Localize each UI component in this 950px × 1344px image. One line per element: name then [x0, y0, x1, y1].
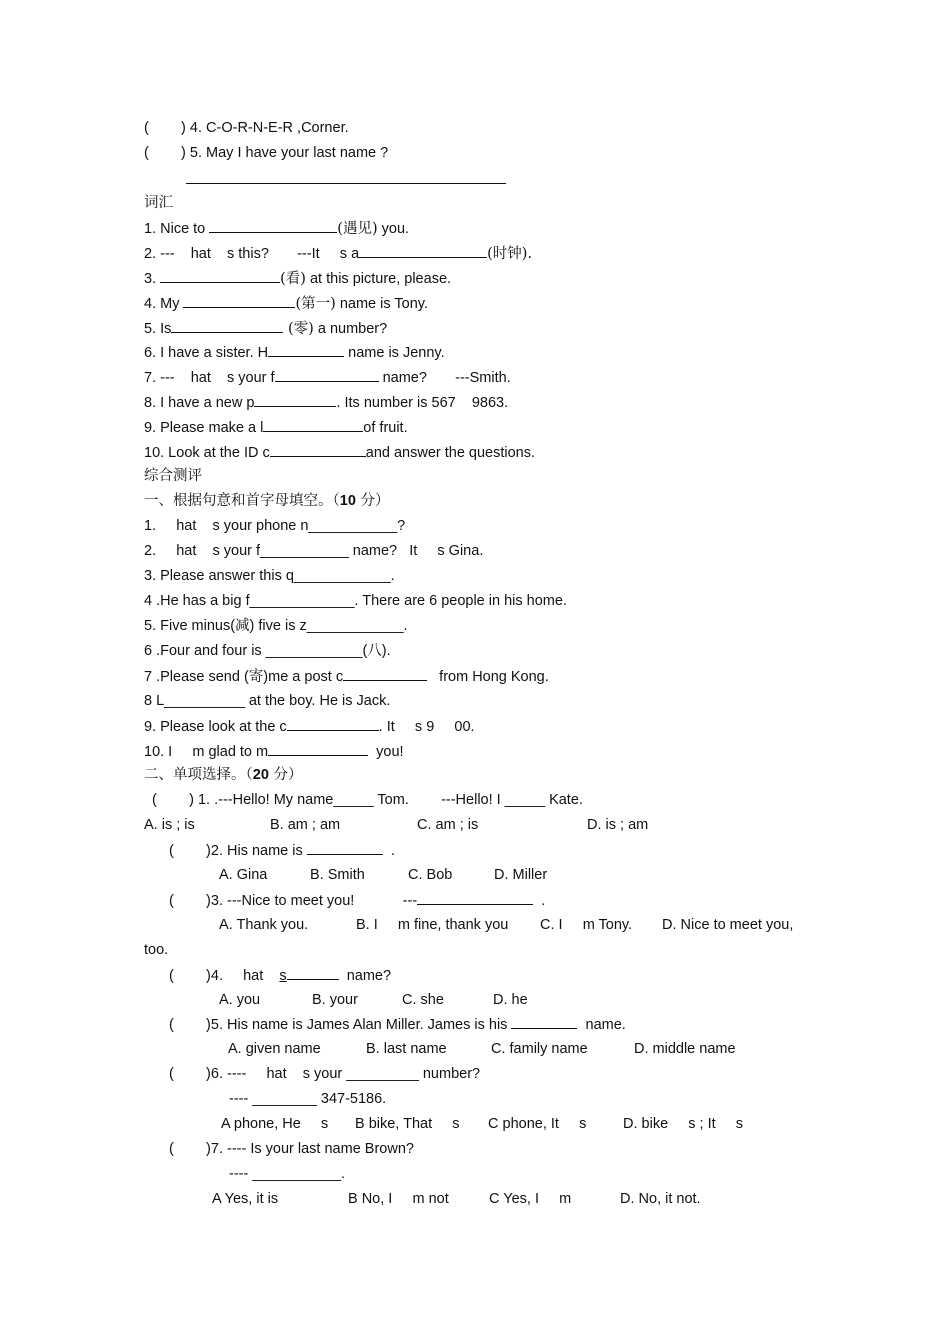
question-5: ( ) 5. May I have your last name ? [144, 145, 389, 161]
review-title: 综合测评 [144, 468, 202, 484]
mc-option-b[interactable]: B. your [312, 992, 358, 1008]
mc-question-3: ( )3. ---Nice to meet you! --- . [169, 890, 545, 911]
blank[interactable] [270, 442, 366, 457]
vocab-item-9: 9. Please make a l of fruit. [144, 417, 408, 438]
blank[interactable] [287, 965, 339, 980]
blank[interactable] [268, 741, 368, 756]
mc-question-4: ( )4. hat s name? [169, 965, 391, 986]
mc-option-d[interactable]: D. is ; am [587, 817, 649, 833]
fill-item-5: 5. Five minus(减) five is z____________. [144, 618, 408, 634]
mc-option-d[interactable]: D. Nice to meet you, [662, 917, 794, 933]
mc-option-b[interactable]: B bike, That s [355, 1116, 460, 1132]
blank[interactable] [160, 268, 280, 283]
mc-reply-7: ---- ___________. [229, 1166, 346, 1182]
blank[interactable] [359, 243, 487, 258]
fill-item-3: 3. Please answer this q____________. [144, 568, 395, 584]
mc-question-6: ( )6. ---- hat s your _________ number? [169, 1066, 481, 1082]
vocab-item-1: 1. Nice to (遇见) you. [144, 218, 409, 239]
fill-item-8: 8 L__________ at the boy. He is Jack. [144, 693, 391, 709]
vocab-item-3: 3. (看) at this picture, please. [144, 268, 451, 289]
mc-option-a[interactable]: A phone, He s [221, 1116, 329, 1132]
vocab-item-8: 8. I have a new p . Its number is 567 9863. [144, 392, 508, 413]
mc-option-b[interactable]: B. I m fine, thank you [356, 917, 509, 933]
question-4: ( ) 4. C-O-R-N-E-R ,Corner. [144, 120, 349, 136]
vocab-title: 词汇 [144, 195, 173, 211]
fill-item-10: 10. I m glad to m you! [144, 741, 404, 762]
blank[interactable] [307, 840, 383, 855]
blank[interactable] [287, 716, 379, 731]
blank[interactable] [511, 1014, 577, 1029]
mc-option-a[interactable]: A Yes, it is [212, 1191, 279, 1207]
mc-question-2: ( )2. His name is . [169, 840, 395, 861]
mc-option-d[interactable]: D. Miller [494, 867, 548, 883]
section-2-heading: 二、单项选择。（20 分） [144, 767, 303, 783]
mc-question-7: ( )7. ---- Is your last name Brown? [169, 1141, 414, 1157]
fill-item-1: 1. hat s your phone n___________? [144, 518, 406, 534]
mc-option-d[interactable]: D. he [493, 992, 528, 1008]
blank[interactable] [171, 318, 283, 333]
blank[interactable] [183, 293, 295, 308]
vocab-item-2: 2. --- hat s this? ---It s a (时钟). [144, 243, 532, 264]
fill-item-7: 7 .Please send (寄)me a post c from Hong Kong. [144, 666, 549, 687]
mc-option-d[interactable]: D. middle name [634, 1041, 736, 1057]
fill-item-4: 4 .He has a big f_____________. There are 6 people in his home. [144, 593, 567, 609]
mc-option-a[interactable]: A. given name [228, 1041, 321, 1057]
blank[interactable] [417, 890, 533, 905]
blank[interactable] [209, 218, 337, 233]
mc-option-c[interactable]: C. I m Tony. [540, 917, 633, 933]
mc-option-a[interactable]: A. you [219, 992, 261, 1008]
mc-option-c[interactable]: C. Bob [408, 867, 453, 883]
mc-option-c[interactable]: C. she [402, 992, 444, 1008]
blank[interactable] [254, 392, 336, 407]
fill-item-2: 2. hat s your f___________ name? It s Gina. [144, 543, 484, 559]
mc-option-c[interactable]: C phone, It s [488, 1116, 587, 1132]
mc-option-d[interactable]: D. No, it not. [620, 1191, 701, 1207]
mc-option-a[interactable]: A. Gina [219, 867, 268, 883]
vocab-item-4: 4. My (第一) name is Tony. [144, 293, 428, 314]
mc-option-a[interactable]: A. Thank you. [219, 917, 309, 933]
vocab-item-6: 6. I have a sister. H name is Jenny. [144, 342, 445, 363]
mc-question-5: ( )5. His name is James Alan Miller. James is his name. [169, 1014, 626, 1035]
fill-item-6: 6 .Four and four is ____________(八). [144, 643, 391, 659]
blank[interactable] [343, 666, 427, 681]
mc-option-b[interactable]: B. Smith [310, 867, 365, 883]
mc-question-1: ( ) 1. .---Hello! My name_____ Tom. ---Hello! I _____ Kate. [144, 792, 583, 808]
mc-option-d[interactable]: D. bike s ; It s [623, 1116, 744, 1132]
blank[interactable] [275, 367, 379, 382]
fill-item-9: 9. Please look at the c . It s 9 00. [144, 716, 475, 737]
mc-option-b[interactable]: B. last name [366, 1041, 447, 1057]
vocab-item-5: 5. Is (零) a number? [144, 318, 387, 339]
mc-option-a[interactable]: A. is ; is [144, 817, 195, 833]
vocab-item-7: 7. --- hat s your f name? ---Smith. [144, 367, 511, 388]
answer-line [186, 183, 506, 184]
section-1-heading: 一、根据句意和首字母填空。（10 分） [144, 493, 390, 509]
blank[interactable] [263, 417, 363, 432]
mc-option-c[interactable]: C Yes, I m [489, 1191, 572, 1207]
mc-option-d-wrap: too. [144, 942, 169, 958]
mc-option-b[interactable]: B No, I m not [348, 1191, 449, 1207]
mc-option-c[interactable]: C. family name [491, 1041, 588, 1057]
mc-reply-6: ---- ________ 347-5186. [229, 1091, 387, 1107]
mc-option-c[interactable]: C. am ; is [417, 817, 479, 833]
mc-option-b[interactable]: B. am ; am [270, 817, 341, 833]
vocab-item-10: 10. Look at the ID c and answer the questions. [144, 442, 535, 463]
blank[interactable] [268, 342, 344, 357]
